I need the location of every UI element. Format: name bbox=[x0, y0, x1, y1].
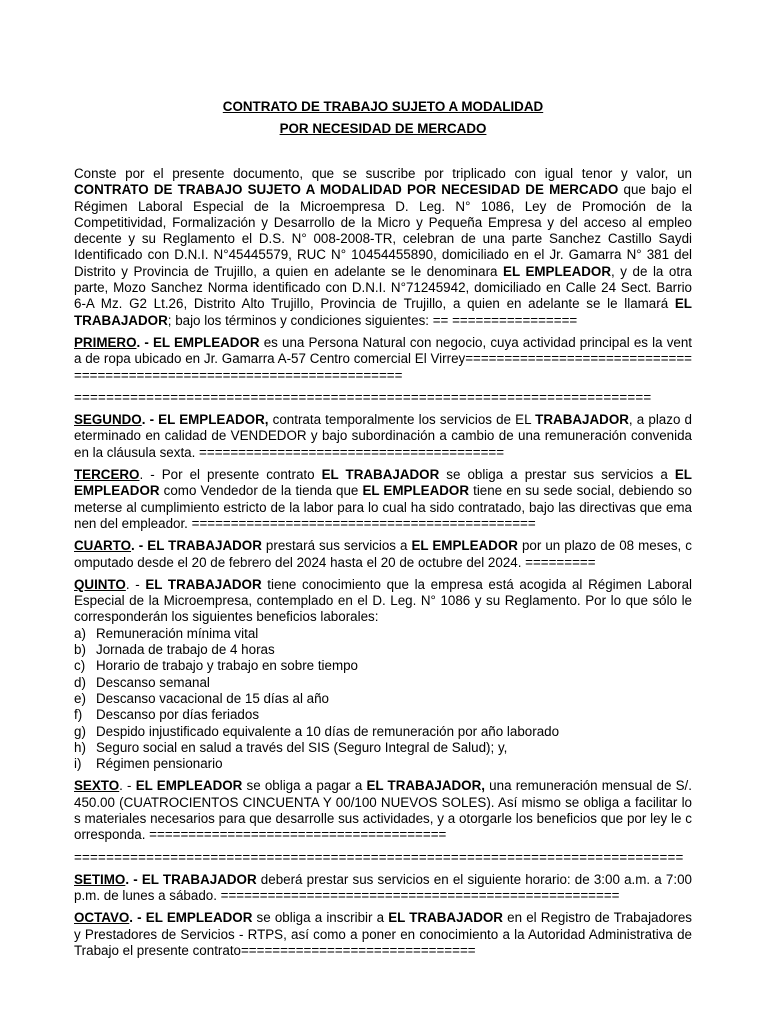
benefits-list bbox=[74, 626, 692, 773]
list-marker: g) bbox=[74, 723, 86, 739]
clause-segundo-text-2: , a plazo determinado en calidad de VENDEDOR y bajo subordinación a cambio de una remuneración convenida en la cláusula sexta. ======================================= bbox=[74, 412, 692, 460]
list-item bbox=[74, 658, 692, 674]
clause-sexto bbox=[74, 778, 692, 843]
intro-text-4: ; bajo los términos y condiciones siguientes: == ================ bbox=[167, 312, 578, 328]
list-item bbox=[74, 642, 692, 658]
list-marker: e) bbox=[74, 690, 86, 706]
clause-sexto-text-2: se obliga a pagar a bbox=[242, 778, 367, 794]
separator-rule-2: ============================================================================ bbox=[74, 849, 684, 865]
list-marker: f) bbox=[74, 707, 83, 723]
list-item-text: Jornada de trabajo de 4 horas bbox=[96, 642, 275, 658]
clause-segundo-text-1: contrata temporalmente los servicios de EL bbox=[268, 412, 536, 428]
clause-primero-heading: PRIMERO bbox=[74, 334, 137, 350]
clause-sexto-heading: SEXTO bbox=[74, 778, 120, 794]
clause-setimo-bold: . - EL TRABAJADOR bbox=[125, 871, 257, 887]
clause-octavo-heading: OCTAVO bbox=[74, 910, 130, 926]
clause-tercero-bold-3: EL EMPLEADOR bbox=[362, 483, 469, 499]
list-marker: c) bbox=[74, 658, 86, 674]
list-item bbox=[74, 707, 692, 723]
clause-cuarto bbox=[74, 538, 692, 571]
clause-octavo-bold-2: EL TRABAJADOR bbox=[388, 910, 503, 926]
clause-sexto-text-3: una remuneración mensual de S/. 450.00 (CUATROCIENTOS CINCUENTA Y 00/100 NUEVOS SOLES). Así mismo se obliga a facilitar los materiales necesarios para que desarrolle sus actividades, y a otorgarle los beneficios que por ley le corresponda. ====================================== bbox=[74, 778, 692, 843]
intro-paragraph bbox=[74, 166, 692, 329]
clause-cuarto-bold-2: EL EMPLEADOR bbox=[411, 538, 518, 554]
list-marker: h) bbox=[74, 739, 86, 755]
clause-tercero-text-1: . - Por el presente contrato bbox=[139, 467, 322, 483]
clause-sexto-bold-1: EL EMPLEADOR bbox=[135, 778, 243, 794]
list-item-text: Régimen pensionario bbox=[96, 756, 223, 772]
clause-octavo-text-2: en el Registro de Trabajadores y Prestadores de Servicios - RTPS, así como a poner en conocimiento a la Autoridad Administrativa de Trabajo el presente contrato============================== bbox=[74, 910, 692, 959]
clause-quinto-text-1: . - bbox=[125, 576, 146, 592]
list-item bbox=[74, 691, 692, 707]
list-item bbox=[74, 675, 692, 691]
clause-quinto-heading: QUINTO bbox=[74, 576, 126, 592]
list-item-text: Horario de trabajo y trabajo en sobre tiempo bbox=[96, 658, 359, 674]
intro-text-2: que bajo el Régimen Laboral Especial de la Microempresa D. Leg. N° 1086, Ley de Promoción de la Competitividad, Formalización y Desarrollo de la Micro y Pequeña Empresa y del acceso al empleo decente y su Reglamento el D.S. N° 008-2008-TR, celebran de una parte Sanchez Castillo Saydi Identificado con D.N.I. N°45445579, RUC N° 10454455890, domiciliado en el Jr. Gamarra N° 381 del Distrito y Provincia de Trujillo, a quien en adelante se le denominara bbox=[74, 182, 692, 279]
clause-cuarto-bold-1: . - EL TRABAJADOR bbox=[131, 538, 262, 554]
clause-cuarto-text-1: prestará sus servicios a bbox=[261, 538, 412, 554]
clause-cuarto-text-2: por un plazo de 08 meses, computado desde el 20 de febrero del 2024 hasta el 20 de octubre del 2024. ========= bbox=[74, 538, 692, 570]
clause-sexto-bold-2: EL TRABAJADOR, bbox=[366, 778, 485, 794]
list-item-text: Despido injustificado equivalente a 10 días de remuneración por año laborado bbox=[96, 723, 560, 739]
list-item bbox=[74, 626, 692, 642]
intro-worker-label: EL TRABAJADOR bbox=[74, 296, 692, 328]
clause-quinto-bold-1: EL TRABAJADOR bbox=[145, 576, 262, 592]
clause-tercero-heading: TERCERO bbox=[74, 467, 140, 483]
list-item bbox=[74, 724, 692, 740]
list-item-text: Seguro social en salud a través del SIS (Seguro Integral de Salud); y, bbox=[96, 739, 508, 755]
intro-employer-label: EL EMPLEADOR bbox=[503, 263, 611, 279]
intro-contract-name: CONTRATO DE TRABAJO SUJETO A MODALIDAD POR NECESIDAD DE MERCADO bbox=[74, 182, 619, 198]
list-marker: a) bbox=[74, 625, 86, 641]
clause-setimo-heading: SETIMO bbox=[74, 871, 126, 887]
clause-tercero bbox=[74, 467, 692, 532]
separator-rule-1: ======================================================================== bbox=[74, 389, 652, 405]
clause-sexto-text-1: . - bbox=[119, 778, 136, 794]
list-item-text: Remuneración mínima vital bbox=[96, 625, 259, 641]
intro-text-3: , y de la otra parte, Mozo Sanchez Norma identificado con D.N.I. N°71245942, domiciliado en Calle 24 Sect. Barrio 6-A Mz. G2 Lt.26, Distrito Alto Trujillo, Provincia de Trujillo, a quien en adelante se le llamará bbox=[74, 263, 692, 312]
clause-segundo-bold-1: . - EL EMPLEADOR, bbox=[141, 412, 269, 428]
list-item-text: Descanso semanal bbox=[96, 674, 210, 690]
document-title-line-1: CONTRATO DE TRABAJO SUJETO A MODALIDAD bbox=[222, 99, 544, 114]
clause-tercero-text-2: se obliga a prestar sus servicios a bbox=[439, 467, 675, 483]
clause-octavo-bold-1: . - EL EMPLEADOR bbox=[129, 910, 253, 926]
list-item-text: Descanso por días feriados bbox=[96, 707, 260, 723]
clause-quinto-text-2: tiene conocimiento que la empresa está acogida al Régimen Laboral Especial de la Microempresa, contemplado en el D. Leg. N° 1086 y su Reglamento. Por lo que sólo le corresponderán los siguientes beneficios laborales: bbox=[74, 576, 692, 625]
list-item bbox=[74, 740, 692, 756]
clause-cuarto-heading: CUARTO bbox=[74, 538, 132, 554]
list-item-text: Descanso vacacional de 15 días al año bbox=[96, 690, 330, 706]
clause-quinto bbox=[74, 577, 692, 626]
list-item bbox=[74, 756, 692, 772]
intro-text-1: Conste por el presente documento, que se suscribe por triplicado con igual tenor y valor, un bbox=[74, 166, 692, 181]
clause-octavo bbox=[74, 910, 692, 959]
clause-primero-bold: . - EL EMPLEADOR bbox=[136, 334, 260, 350]
clause-tercero-text-4: tiene en su sede social, debiendo someterse al cumplimiento estricto de la labor para lo cual ha sido contratado, bajo las directivas que emanen del empleador. ============================================ bbox=[74, 483, 692, 531]
document-title-line-2: POR NECESIDAD DE MERCADO bbox=[279, 121, 487, 136]
clause-primero bbox=[74, 335, 692, 384]
clause-octavo-text-1: se obliga a inscribir a bbox=[252, 910, 389, 926]
clause-primero-text: es una Persona Natural con negocio, cuya actividad principal es la venta de ropa ubicado en Jr. Gamarra A-57 Centro comercial El Virrey======================================================================= bbox=[74, 334, 693, 383]
clause-setimo bbox=[74, 872, 692, 905]
clause-segundo-bold-2: TRABAJADOR bbox=[535, 412, 629, 428]
clause-segundo bbox=[74, 412, 692, 461]
list-marker: b) bbox=[74, 642, 86, 658]
clause-tercero-bold-1: EL TRABAJADOR bbox=[321, 467, 440, 483]
clause-segundo-heading: SEGUNDO bbox=[74, 412, 142, 428]
clause-tercero-text-3: como Vendedor de la tienda que bbox=[159, 483, 363, 499]
list-marker: d) bbox=[74, 674, 86, 690]
list-marker: i) bbox=[74, 756, 82, 772]
clause-setimo-text: deberá prestar sus servicios en el siguiente horario: de 3:00 a.m. a 7:00 p.m. de lunes a sábado. =================================================== bbox=[74, 871, 692, 904]
clause-tercero-bold-2: EL EMPLEADOR bbox=[74, 467, 692, 499]
